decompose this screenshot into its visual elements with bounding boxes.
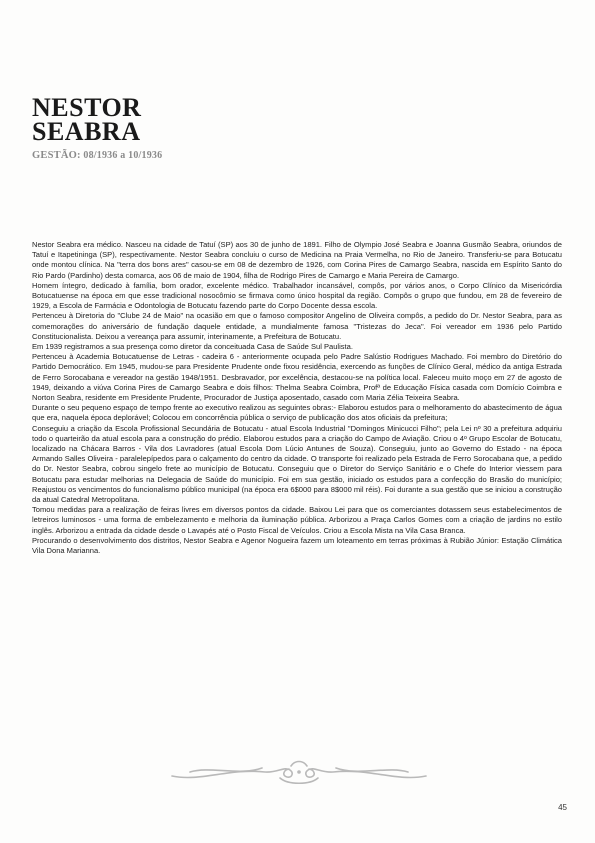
title-line-2: SEABRA bbox=[32, 117, 141, 146]
page-title bbox=[32, 93, 142, 146]
paragraph: Pertenceu à Diretoria do "Clube 24 de Maio" na ocasião em que o famoso compositor Angelino de Oliveira compôs, a pedido do Dr. Nestor Seabra, para as comemorações do aniversário de fundação daquele entidade, a mundialmente famosa "Tristezas do Jeca". Foi vereador em 1936 pelo Partido Constitucionalista. Deixou a vereança para assumir, interinamente, a Prefeitura de Botucatu. bbox=[32, 311, 562, 341]
paragraph: Nestor Seabra era médico. Nasceu na cidade de Tatuí (SP) aos 30 de junho de 1891. Filho de Olympio José Seabra e Joanna Gusmão Seabra, oriundos de Tatuí e Itapetininga (SP), respectivamente. Nestor Seabra concluiu o curso de Medicina na Praia Vermelha, no Rio de Janeiro. Transferiu-se para Botucatu onde montou clínica. Na "terra dos bons ares" casou-se em 08 de dezembro de 1926, com Corina Pires de Camargo Seabra, nascida em Espírito Santo do Rio Pardo (Pardinho) desta comarca, aos 06 de maio de 1904, filha de Rodrigo Pires de Camargo e Maria Pereira de Camargo. bbox=[32, 240, 562, 280]
flourish-ornament-icon bbox=[170, 758, 428, 788]
term-value: 08/1936 a 10/1936 bbox=[83, 150, 163, 161]
biography-text bbox=[32, 240, 562, 556]
paragraph: Homem íntegro, dedicado à família, bom orador, excelente médico. Trabalhador incansável, compôs, por vários anos, o Corpo Clínico da Misericórdia Botucatuense na época em que esse tradicional nosocômio se firmava como único hospital da região. Compôs o grupo que fundou, em 28 de fevereiro de 1929, a Escola de Farmácia e Odontologia de Botucatu fazendo parte do Corpo Docente dessa escola. bbox=[32, 280, 562, 311]
paragraph: Durante o seu pequeno espaço de tempo frente ao executivo realizou as seguintes obras:- Elaborou estudos para o melhoramento do abastecimento de água que era, naquela época deplorável; Colocou em concorrência pública o serviço de publicação dos atos oficiais da prefeitura; bbox=[32, 403, 562, 423]
paragraph: Conseguiu a criação da Escola Profissional Secundária de Botucatu - atual Escola Industrial "Domingos Minicucci Filho"; pela Lei nº 30 a prefeitura adquiriu todo o quarteirão da atual escola para a construção do prédio. Elaborou estudos para a criação do Campo de Aviação. Criou o 4º Grupo Escolar de Botucatu, localizado na Chácara Barros - Vila dos Lavradores (atual Escola Dom Lúcio Antunes de Souza). Conseguiu, junto ao Governo do Estado - na época Armando Salles Oliveira - paralelepípedos para o calçamento do centro da cidade. O transporte foi realizado pela Estrada de Ferro Sorocabana que, a pedido do Dr. Nestor Seabra, cobrou singelo frete ao município de Botucatu. Conseguiu que o Diretor do Serviço Sanitário e o Chefe do Interior viessem para Botucatu para estudar melhorias na Delegacia de Saúde do município. Foi em sua gestão, iniciado os estudos para a confecção do Brasão do município; Reajustou os vencimentos do funcionalismo público municipal (na época era 6$000 para 8$000 mil réis). Foi durante a sua gestão que se iniciou a construção da atual Catedral Metropolitana. bbox=[32, 423, 562, 505]
paragraph: Em 1939 registramos a sua presença como diretor da conceituada Casa de Saúde Sul Paulista. bbox=[32, 342, 353, 352]
paragraph: Procurando o desenvolvimento dos distritos, Nestor Seabra e Agenor Nogueira fazem um loteamento em terras próximas à Rubião Júnior: Estação Climática Vila Dona Marianna. bbox=[32, 535, 562, 556]
paragraph: Pertenceu à Academia Botucatuense de Letras - cadeira 6 - anteriormente ocupada pelo Padre Salústio Rodrigues Machado. Foi membro do Diretório do Partido Democrático. Em 1945, mudou-se para Presidente Prudente onde fixou residência, exercendo as funções de Clínico Geral, médico da antiga Estrada de Ferro Sorocabana e vereador na gestão 1948/1951. Desbravador, por excelência, destacou-se na política local. Faleceu muito moço em 27 de agosto de 1949, deixando a viúva Corina Pires de Camargo Seabra e dois filhos: Thelma Seabra Coimbra, Profª de Educação Física casada com Domício Coimbra e Norton Seabra, residente em Presidente Prudente, Procurador de Justiça aposentado, casado com Maria Zélia Teixeira Seabra. bbox=[32, 352, 562, 403]
term-subtitle bbox=[32, 150, 162, 161]
page-number: 45 bbox=[558, 803, 567, 812]
title-line-1: NESTOR bbox=[32, 93, 142, 122]
term-label: GESTÃO: bbox=[32, 150, 81, 161]
paragraph: Tomou medidas para a realização de feiras livres em diversos pontos da cidade. Baixou Lei para que os comerciantes dotassem seus estabelecimentos de letreiros luminosos - uma forma de embelezamento e melhoria da iluminação pública. Arborizou a Praça Carlos Gomes com a criação de jardins no estilo inglês. Arborizou a entrada da cidade desde o Lavapés até o Posto Fiscal de Veículos. Criou a Escola Mista na Vila Casa Branca. bbox=[32, 505, 562, 535]
